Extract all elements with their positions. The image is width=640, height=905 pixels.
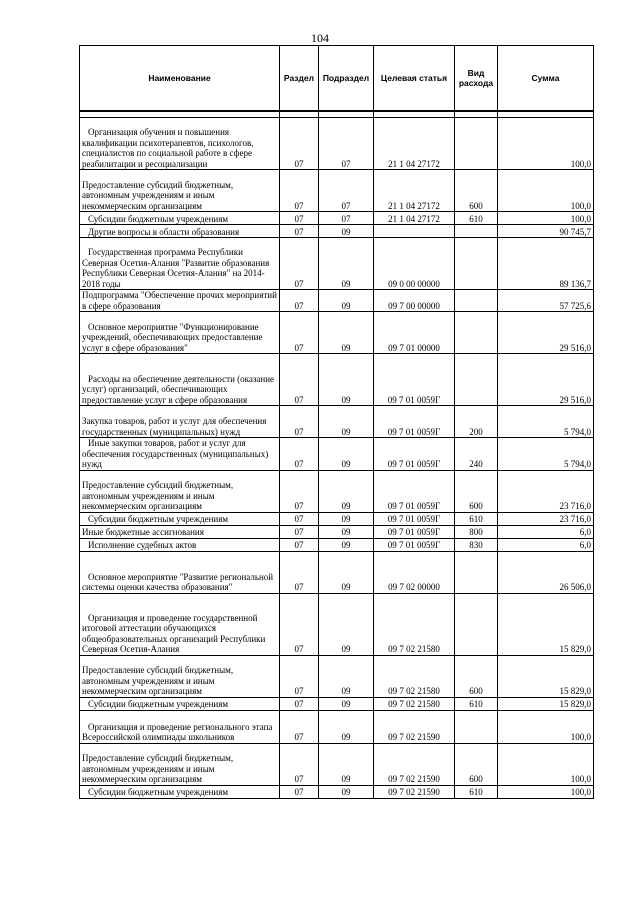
row-expense-type-text: 610: [469, 787, 483, 797]
row-section: [280, 593, 319, 655]
row-subsection-text: 09: [341, 459, 351, 469]
row-section-text: 07: [294, 686, 304, 696]
row-subsection-text: 09: [341, 582, 351, 592]
row-name-text: Предоставление субсидий бюджетным, автономным учреждениям и иным некоммерческим организациям: [82, 480, 234, 511]
row-name: [80, 118, 280, 170]
row-amount-text: 5 794,0: [564, 459, 591, 469]
row-subsection: [319, 170, 374, 212]
row-section-text: 07: [294, 459, 304, 469]
row-target-text: 09 7 01 0059Г: [387, 459, 441, 469]
row-amount: [498, 525, 594, 538]
row-name-text: Субсидии бюджетным учреждениям: [88, 514, 229, 524]
row-target-text: 21 1 04 27172: [388, 200, 440, 211]
row-amount-text: 90 745,7: [559, 226, 591, 237]
row-expense-type: [455, 290, 498, 312]
row-section: [280, 538, 319, 551]
row-amount: [498, 290, 594, 312]
row-amount-text: 100,0: [570, 774, 591, 784]
row-name: [80, 710, 280, 743]
row-name-text: Расходы на обеспечение деятельности (оказание услуг) организаций, обеспечивающих предоставление услуг в сфере образования: [82, 373, 275, 405]
row-target: [374, 118, 455, 170]
page-number: 104: [311, 31, 329, 45]
row-name-text: Субсидии бюджетным учреждениям: [88, 787, 229, 797]
row-expense-type: [455, 238, 498, 290]
row-subsection-text: 09: [341, 540, 351, 550]
row-target: [374, 225, 455, 238]
table-row: [80, 118, 594, 170]
row-name: [80, 354, 280, 406]
row-amount-text: 15 829,0: [559, 644, 591, 654]
row-section: [280, 406, 319, 438]
row-amount: [498, 697, 594, 710]
row-name: [80, 743, 280, 785]
row-section-text: 07: [294, 732, 304, 742]
row-expense-type-text: 800: [469, 527, 483, 537]
row-subsection-text: 09: [341, 686, 351, 696]
table-row: [80, 710, 594, 743]
row-expense-type-text: 610: [469, 699, 483, 709]
row-name-text: Субсидии бюджетным учреждениям: [88, 699, 229, 709]
row-amount-text: 23 716,0: [559, 501, 591, 511]
row-amount: [498, 593, 594, 655]
row-amount-text: 100,0: [570, 213, 591, 224]
row-expense-type: [455, 743, 498, 785]
row-subsection: [319, 655, 374, 697]
row-target: [374, 697, 455, 710]
row-target-text: 09 7 02 21580: [388, 699, 440, 709]
row-target: [374, 538, 455, 551]
row-amount-text: 6,0: [579, 527, 591, 537]
row-target: [374, 551, 455, 593]
row-amount: [498, 785, 594, 798]
table-row: [80, 354, 594, 406]
row-amount: [498, 212, 594, 225]
row-target-text: 09 7 02 21580: [388, 686, 440, 696]
row-target: [374, 290, 455, 312]
row-name: [80, 470, 280, 512]
row-expense-type-text: 200: [469, 426, 483, 437]
table-row: [80, 785, 594, 798]
row-target-text: 09 7 01 00000: [388, 342, 440, 353]
row-expense-type: [455, 438, 498, 471]
row-name-text: Организация и проведение регионального этапа Всероссийской олимпиады школьников: [82, 721, 273, 742]
row-section: [280, 170, 319, 212]
header-expense-type: [455, 46, 498, 112]
row-name-text: Иные бюджетные ассигнования: [82, 527, 204, 537]
row-target: [374, 785, 455, 798]
row-name: [80, 438, 280, 471]
row-amount-text: 15 829,0: [559, 699, 591, 709]
row-name-text: Основное мероприятие "Развитие региональной системы оценки качества образования": [82, 571, 274, 592]
row-subsection: [319, 438, 374, 471]
table-row: [80, 593, 594, 655]
header-name: Наименование: [80, 46, 280, 112]
header-expense-type-line2: расхода: [458, 78, 494, 88]
row-expense-type: [455, 312, 498, 354]
row-expense-type: [455, 525, 498, 538]
row-section: [280, 438, 319, 471]
row-section-text: 07: [294, 787, 304, 797]
row-section-text: 07: [294, 278, 304, 289]
row-subsection: [319, 743, 374, 785]
row-amount: [498, 551, 594, 593]
row-amount: [498, 538, 594, 551]
table-row: [80, 212, 594, 225]
row-section-text: 07: [294, 213, 304, 224]
row-section-text: 07: [294, 342, 304, 353]
row-target: [374, 593, 455, 655]
row-section: [280, 512, 319, 525]
row-target-text: 09 7 01 0059Г: [387, 527, 441, 537]
row-section-text: 07: [294, 644, 304, 654]
row-target-text: 21 1 04 27172: [388, 158, 440, 169]
row-amount-text: 100,0: [570, 787, 591, 797]
row-amount: [498, 170, 594, 212]
row-subsection-text: 07: [341, 200, 351, 211]
row-section: [280, 785, 319, 798]
row-amount-text: 5 794,0: [564, 426, 591, 437]
row-subsection: [319, 354, 374, 406]
row-target: [374, 655, 455, 697]
table-row: [80, 290, 594, 312]
row-name: [80, 225, 280, 238]
row-name: [80, 290, 280, 312]
table-row: [80, 655, 594, 697]
row-amount: [498, 406, 594, 438]
row-subsection: [319, 785, 374, 798]
row-amount-text: 23 716,0: [559, 514, 591, 524]
row-section: [280, 312, 319, 354]
row-name: [80, 538, 280, 551]
header-section: Раздел: [280, 46, 319, 112]
row-section: [280, 238, 319, 290]
row-subsection: [319, 710, 374, 743]
row-amount-text: 89 136,7: [559, 278, 591, 289]
row-subsection: [319, 118, 374, 170]
row-amount-text: 29 516,0: [559, 394, 591, 405]
row-name: [80, 551, 280, 593]
row-amount: [498, 655, 594, 697]
row-section-text: 07: [294, 514, 304, 524]
row-target: [374, 525, 455, 538]
row-subsection-text: 09: [341, 278, 351, 289]
row-name: [80, 593, 280, 655]
row-section: [280, 354, 319, 406]
row-subsection-text: 09: [341, 527, 351, 537]
row-expense-type: [455, 538, 498, 551]
row-name-text: Другие вопросы в области образования: [88, 226, 240, 237]
table-row: [80, 697, 594, 710]
row-expense-type-text: 240: [469, 459, 483, 469]
row-name: [80, 512, 280, 525]
table-header-row: [80, 46, 594, 112]
table-row: [80, 170, 594, 212]
row-target-text: 09 7 01 0059Г: [387, 514, 441, 524]
row-name: [80, 697, 280, 710]
row-section: [280, 225, 319, 238]
row-section-text: 07: [294, 774, 304, 784]
row-amount: [498, 710, 594, 743]
row-amount-text: 100,0: [570, 732, 591, 742]
row-subsection: [319, 406, 374, 438]
row-target: [374, 512, 455, 525]
row-expense-type-text: 600: [469, 501, 483, 511]
row-section: [280, 290, 319, 312]
row-target-text: 09 7 02 21580: [388, 644, 440, 654]
row-name: [80, 655, 280, 697]
row-expense-type: [455, 225, 498, 238]
table-body: [80, 111, 594, 798]
row-name-text: Предоставление субсидий бюджетным, автономным учреждениям и иным некоммерческим организациям: [82, 665, 234, 696]
row-expense-type: [455, 470, 498, 512]
row-expense-type: [455, 512, 498, 525]
row-expense-type: [455, 655, 498, 697]
budget-table: [79, 45, 594, 799]
row-amount-text: 57 725,6: [559, 300, 591, 311]
row-expense-type-text: 600: [469, 686, 483, 696]
row-expense-type-text: 830: [469, 540, 483, 550]
row-target: [374, 438, 455, 471]
row-section: [280, 525, 319, 538]
row-expense-type: [455, 593, 498, 655]
row-target-text: 09 7 02 21590: [388, 787, 440, 797]
row-subsection-text: 09: [341, 342, 351, 353]
row-name-text: Организация и проведение государственной итоговой аттестации обучающихся общеобразовательных организаций Республики Северная Осетия-Алания: [82, 612, 266, 654]
row-expense-type: [455, 697, 498, 710]
row-section: [280, 470, 319, 512]
row-subsection-text: 09: [341, 644, 351, 654]
row-section-text: 07: [294, 582, 304, 592]
row-subsection: [319, 225, 374, 238]
row-name-text: Предоставление субсидий бюджетным, автономным учреждениям и иным некоммерческим организациям: [82, 753, 234, 784]
row-section: [280, 743, 319, 785]
row-subsection: [319, 538, 374, 551]
row-name: [80, 212, 280, 225]
row-section: [280, 710, 319, 743]
row-name-text: Субсидии бюджетным учреждениям: [88, 213, 229, 224]
row-section-text: 07: [294, 540, 304, 550]
row-subsection: [319, 512, 374, 525]
row-target: [374, 743, 455, 785]
row-amount: [498, 354, 594, 406]
row-name-text: Предоставление субсидий бюджетным, автономным учреждениям и иным некоммерческим организациям: [82, 179, 234, 211]
row-section-text: 07: [294, 300, 304, 311]
row-name-text: Государственная программа Республики Северная Осетия-Алания "Развитие образования Республики Северная Осетия-Алания" на 2014-2018 годы: [82, 247, 270, 289]
row-target: [374, 238, 455, 290]
row-target-text: 09 7 02 21590: [388, 774, 440, 784]
header-amount: Сумма: [498, 46, 594, 112]
row-section: [280, 551, 319, 593]
row-amount: [498, 512, 594, 525]
row-amount-text: 29 516,0: [559, 342, 591, 353]
row-subsection: [319, 593, 374, 655]
row-subsection-text: 09: [341, 300, 351, 311]
row-expense-type: [455, 354, 498, 406]
row-subsection-text: 09: [341, 226, 351, 237]
row-section: [280, 655, 319, 697]
row-amount: [498, 312, 594, 354]
row-subsection-text: 09: [341, 774, 351, 784]
row-expense-type: [455, 785, 498, 798]
row-name: [80, 238, 280, 290]
row-expense-type-text: 600: [469, 774, 483, 784]
row-name: [80, 785, 280, 798]
row-target-text: 09 7 01 0059Г: [387, 501, 441, 511]
row-target-text: 09 7 01 0059Г: [387, 394, 441, 405]
table-row: [80, 238, 594, 290]
row-section-text: 07: [294, 394, 304, 405]
row-expense-type: [455, 118, 498, 170]
row-subsection: [319, 212, 374, 225]
row-subsection: [319, 470, 374, 512]
table-row: [80, 225, 594, 238]
row-name-text: Закупка товаров, работ и услуг для обеспечения государственных (муниципальных) нужд: [82, 416, 267, 437]
table-row: [80, 438, 594, 471]
row-target: [374, 710, 455, 743]
row-subsection-text: 09: [341, 787, 351, 797]
row-target: [374, 354, 455, 406]
row-target-text: 09 0 00 00000: [388, 278, 440, 289]
row-subsection: [319, 312, 374, 354]
row-subsection-text: 09: [341, 699, 351, 709]
row-subsection-text: 09: [341, 426, 351, 437]
row-name: [80, 406, 280, 438]
row-subsection: [319, 525, 374, 538]
row-name-text: Исполнение судебных актов: [88, 540, 197, 550]
row-section: [280, 118, 319, 170]
row-subsection-text: 09: [341, 732, 351, 742]
table-row: [80, 538, 594, 551]
row-expense-type-text: 610: [469, 514, 483, 524]
row-amount-text: 100,0: [570, 200, 591, 211]
row-expense-type: [455, 170, 498, 212]
table-row: [80, 312, 594, 354]
row-section-text: 07: [294, 699, 304, 709]
row-expense-type-text: 600: [469, 200, 483, 211]
row-expense-type-text: 610: [469, 213, 483, 224]
row-subsection: [319, 290, 374, 312]
table-row: [80, 512, 594, 525]
row-amount-text: 26 506,0: [559, 582, 591, 592]
row-name-text: Основное мероприятие "Функционирование учреждений, обеспечивающих предоставление услуг в сфере образования": [82, 321, 263, 353]
row-name-text: Организация обучения и повышения квалификации психотерапевтов, психологов, специалистов по социальной работе в сфере реабилитации и ресоциализации: [82, 127, 254, 169]
header-expense-type-line1: Вид: [467, 67, 485, 78]
table-row: [80, 470, 594, 512]
row-expense-type: [455, 710, 498, 743]
row-amount-text: 15 829,0: [559, 686, 591, 696]
row-name: [80, 525, 280, 538]
table-row: [80, 743, 594, 785]
row-amount: [498, 118, 594, 170]
header-target: Целевая статья: [374, 46, 455, 112]
row-amount: [498, 238, 594, 290]
row-subsection-text: 07: [341, 213, 351, 224]
row-amount: [498, 438, 594, 471]
row-section-text: 07: [294, 501, 304, 511]
row-name: [80, 170, 280, 212]
row-expense-type: [455, 212, 498, 225]
row-subsection: [319, 697, 374, 710]
table-row: [80, 525, 594, 538]
row-subsection: [319, 238, 374, 290]
row-amount: [498, 225, 594, 238]
row-target: [374, 170, 455, 212]
row-target-text: 09 7 01 0059Г: [387, 426, 441, 437]
table-row: [80, 551, 594, 593]
row-target-text: 09 7 02 21590: [388, 732, 440, 742]
row-target: [374, 312, 455, 354]
row-expense-type: [455, 551, 498, 593]
row-section-text: 07: [294, 158, 304, 169]
row-section-text: 07: [294, 426, 304, 437]
row-section-text: 07: [294, 527, 304, 537]
row-target: [374, 470, 455, 512]
row-name-text: Иные закупки товаров, работ и услуг для обеспечения государственных (муниципальных) нужд: [82, 438, 269, 469]
row-target-text: 09 7 02 00000: [388, 582, 440, 592]
row-subsection: [319, 551, 374, 593]
row-amount-text: 6,0: [579, 540, 591, 550]
row-subsection-text: 09: [341, 514, 351, 524]
row-expense-type: [455, 406, 498, 438]
table-row: [80, 406, 594, 438]
row-subsection-text: 09: [341, 501, 351, 511]
row-section: [280, 697, 319, 710]
row-amount-text: 100,0: [570, 158, 591, 169]
row-section: [280, 212, 319, 225]
row-subsection-text: 09: [341, 394, 351, 405]
row-amount: [498, 743, 594, 785]
row-section-text: 07: [294, 226, 304, 237]
row-target-text: 09 7 01 0059Г: [387, 540, 441, 550]
row-target: [374, 212, 455, 225]
row-target-text: 09 7 00 00000: [388, 300, 440, 311]
header-subsection: Подраздел: [319, 46, 374, 112]
row-name-text: Подпрограмма "Обеспечение прочих мероприятий в сфере образования: [82, 290, 277, 311]
row-amount: [498, 470, 594, 512]
row-subsection-text: 07: [341, 158, 351, 169]
row-section-text: 07: [294, 200, 304, 211]
row-target: [374, 406, 455, 438]
row-name: [80, 312, 280, 354]
row-target-text: 21 1 04 27172: [388, 213, 440, 224]
